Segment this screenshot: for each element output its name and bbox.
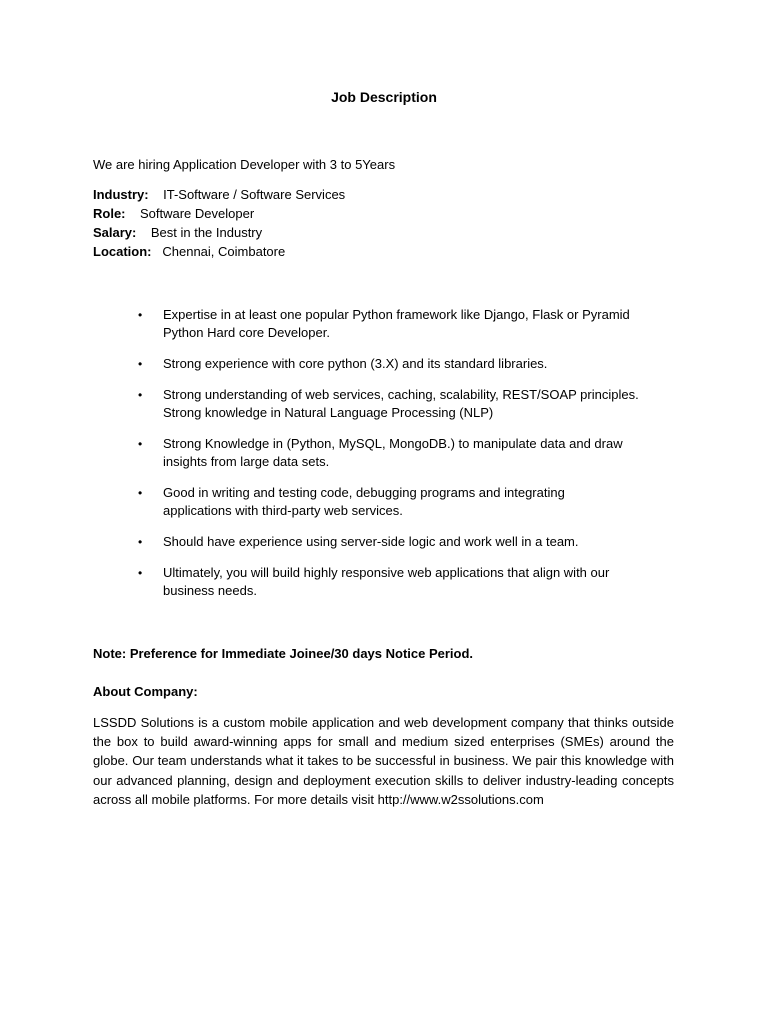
- list-item-line: Expertise in at least one popular Python framework like Django, Flask or Pyramid: [163, 307, 630, 322]
- bullet-icon: •: [138, 308, 143, 322]
- list-item: [93, 533, 683, 551]
- detail-value: Best in the Industry: [150, 225, 263, 240]
- list-item-line: applications with third-party web services.: [163, 503, 403, 518]
- detail-value: Chennai, Coimbatore: [162, 244, 286, 259]
- list-item-line: Should have experience using server-side logic and work well in a team.: [163, 534, 579, 549]
- detail-value: IT-Software / Software Services: [163, 187, 346, 202]
- list-item-line: insights from large data sets.: [163, 454, 330, 469]
- detail-label: Salary:: [93, 225, 137, 240]
- requirements-list: [93, 306, 683, 613]
- list-item-line: Ultimately, you will build highly responsive web applications that align with our: [163, 565, 610, 580]
- list-item-line: Strong understanding of web services, caching, scalability, REST/SOAP principles.: [163, 387, 639, 402]
- list-item: [93, 386, 683, 422]
- bullet-icon: •: [138, 566, 143, 580]
- detail-label: Role:: [93, 206, 126, 221]
- list-item-line: Strong experience with core python (3.X) and its standard libraries.: [163, 356, 548, 371]
- detail-role: [93, 204, 345, 223]
- detail-location: [93, 242, 345, 261]
- list-item: [93, 564, 683, 600]
- list-item: [93, 435, 683, 471]
- bullet-icon: •: [138, 486, 143, 500]
- page-title: Job Description: [331, 89, 437, 105]
- about-company-heading: About Company:: [93, 684, 198, 699]
- detail-value: Software Developer: [139, 206, 255, 221]
- detail-label: Industry:: [93, 187, 149, 202]
- bullet-icon: •: [138, 437, 143, 451]
- hiring-intro: We are hiring Application Developer with 3 to 5Years: [93, 157, 396, 172]
- list-item-line: business needs.: [163, 583, 257, 598]
- detail-industry: [93, 185, 345, 204]
- detail-salary: [93, 223, 345, 242]
- list-item-line: Strong Knowledge in (Python, MySQL, MongoDB.) to manipulate data and draw: [163, 436, 623, 451]
- notice-period-note: Note: Preference for Immediate Joinee/30 days Notice Period.: [93, 646, 474, 661]
- list-item-line: Good in writing and testing code, debugging programs and integrating: [163, 485, 565, 500]
- list-item: [93, 484, 683, 520]
- detail-label: Location:: [93, 244, 152, 259]
- job-details: [93, 185, 345, 261]
- list-item-line: Python Hard core Developer.: [163, 325, 330, 340]
- about-company-text: LSSDD Solutions is a custom mobile application and web development company that thinks outside the box to build award-winning apps for small and medium sized enterprises (SMEs) around the globe. Our team understands what it takes to be successful in business. We pair this knowledge with our advanced planning, design and deployment execution skills to deliver industry-leading concepts across all mobile platforms. For more details visit http://www.w2ssolutions.com: [93, 715, 674, 807]
- bullet-icon: •: [138, 535, 143, 549]
- list-item-line: Strong knowledge in Natural Language Processing (NLP): [163, 405, 494, 420]
- list-item: [93, 355, 683, 373]
- list-item: [93, 306, 683, 342]
- bullet-icon: •: [138, 357, 143, 371]
- bullet-icon: •: [138, 388, 143, 402]
